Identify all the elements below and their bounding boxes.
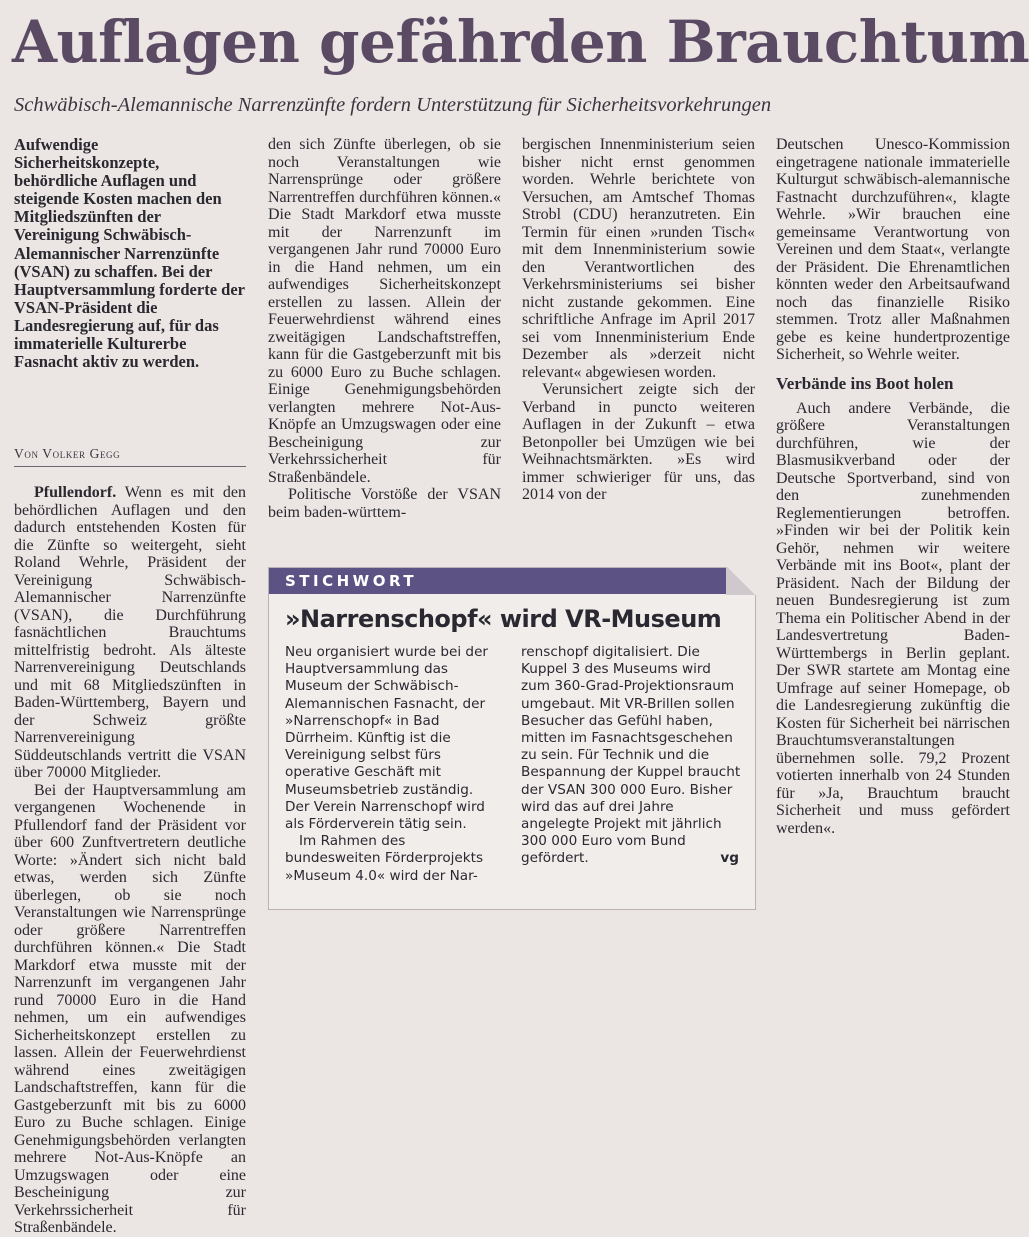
subheadline: Schwäbisch-Alemannische Narrenzünfte fordern Unterstützung für Sicherheitsvorkehrungen	[14, 94, 772, 116]
author-signature: vg	[720, 850, 739, 867]
stichwort-box	[268, 567, 756, 910]
box-paragraph-2-start: Im Rahmen des bundesweiten Förderprojekts »Museum 4.0« wird der Nar-	[285, 833, 484, 884]
byline: Von Volker Gegg	[14, 446, 121, 461]
box-label: STICHWORT	[269, 568, 741, 594]
box-title: »Narrenschopf« wird VR-Museum	[285, 605, 722, 633]
body-paragraph-2-continued: den sich Zünfte überlegen, ob sie noch Veranstaltungen wie Narrensprünge oder größere Narrentreffen durchführen können.« Die Stadt Markdorf etwa musste mit der Narrenzunft im vergangenen Jahr rund 70000 Euro in die Hand nehmen, um ein aufwendiges Sicherheitskonzept erstellen zu lassen. Allein der Feuerwehrdienst während eines zweitägigen Landschaftstreffen, kann für die Gastgeberzunft mit bis zu 6000 Euro zu Buche schlagen. Einige Genehmigungsbehörden verlangten mehrere Not-Aus-Knöpfe an Umzugswagen oder eine Bescheinigung zur Verkehrssicherheit für Straßenbändele.	[268, 136, 501, 486]
body-paragraph-1	[14, 484, 246, 782]
box-paragraph-2-continued: renschopf digitalisiert. Die Kuppel 3 des Museums wird zum 360-Grad-Projektionsraum umgebaut. Mit VR-Brillen sollen Besucher das Gefühl haben, mitten im Fasnachtsgeschehen zu sein. Für Technik und die Bespannung der Kuppel braucht der VSAN 300 000 Euro. Bisher wird das auf drei Jahre angelegte Projekt mit jährlich 300 000 Euro vom Bund gefördert. vg	[521, 644, 741, 867]
body-paragraph-2	[14, 782, 246, 1237]
lead-paragraph	[14, 136, 246, 371]
article-column-1	[14, 484, 246, 1236]
body-text: Auch andere Verbände, die größere Veranstaltungen durchführen, wie der Blasmusikverband oder der Deutsche Sportverband, sind von den zunehmenden Reglementierungen betroffen. »Finden wir bei der Politik kein Gehör, nehmen wir weitere Verbände mit ins Boot«, plant der Präsident. Nach der Bildung der neuen Bundesregierung ist zum Thema ein Politischer Abend in der Landesvertretung Baden-Württembergs in Berlin geplant. Der SWR startete am Montag eine Umfrage auf seiner Homepage, ob die Landesregierung zukünftig die Kosten für Sicherheit bei närrischen Brauchtumsveranstaltungen übernehmen solle. 79,2 Prozent votierten innerhalb von 24 Stunden für »Ja, Brauchtum braucht Sicherheit und muss gefördert werden«.	[776, 399, 1010, 837]
article-column-2	[268, 136, 501, 560]
body-paragraph-4-continued: Deutschen Unesco-Kommission eingetragene nationale immaterielle Kulturgut schwäbisch-alemannische Fastnacht durchzuführen«, klagte Wehrle. »Wir brauchen eine gemeinsame Verantwortung von Vereinen und dem Staat«, verlangte der Präsident. Die Ehrenamtlichen könnten weder den Arbeitsaufwand noch das finanzielle Risiko stemmen. Trotz aller Maßnahmen gebe es keine hundertprozentige Sicherheit, so Wehrle weiter.	[776, 136, 1010, 363]
byline-divider	[14, 466, 246, 467]
body-paragraph-3: Politische Vorstöße der VSAN beim baden-württem-	[268, 486, 501, 521]
box-paragraph-1: Neu organisiert wurde bei der Hauptversammlung das Museum der Schwäbisch-Alemannischen Fasnacht, der »Narrenschopf« in Bad Dürrheim. Künftig ist die Vereinigung selbst fürs operative Geschäft mit Museumsbetrieb zuständig. Der Verein Narrenschopf wird als Förderverein tätig sein.	[285, 644, 489, 833]
body-paragraph-3-continued: bergischen Innenministerium seien bisher nicht ernst genommen worden. Wehrle berichtete von Versuchen, am Amtschef Thomas Strobl (CDU) heranzutreten. Ein Termin für einen »runden Tisch« mit dem Innenministerium sowie den Verantwortlichen des Verkehrsministeriums sei bisher nicht zustande gekommen. Eine schriftliche Anfrage im April 2017 sei vom Innenministerium Ende Dezember als »derzeit nicht relevant« abgewiesen worden.	[522, 136, 755, 381]
lead-text: Aufwendige Sicherheitskonzepte, behördliche Auflagen und steigende Kosten machen den Mitgliedszünften der Vereinigung Schwäbisch-Alemannischer Narrenzünfte (VSAN) zu schaffen. Bei der Hauptversammlung forderte der VSAN-Präsident die Landesregierung auf, für das immaterielle Kulturerbe Fasnacht aktiv zu werden.	[14, 135, 245, 372]
dateline-place: Pfullendorf.	[34, 484, 117, 501]
body-paragraph-5	[776, 400, 1010, 838]
article-column-3	[522, 136, 755, 560]
page-curl-corner	[726, 567, 756, 595]
headline: Auflagen gefährden Brauchtum	[12, 8, 1029, 76]
crosshead: Verbände ins Boot holen	[776, 373, 954, 393]
article-column-4	[776, 136, 1010, 912]
body-paragraph-4: Verunsichert zeigte sich der Verband in puncto weiteren Auflagen in der Zukunft – etwa Betonpoller bei Umzügen wie bei Weihnachtsmärkten. »Es wird immer schwieriger für uns, das 2014 von der	[522, 381, 755, 503]
box-column-1	[285, 644, 499, 885]
body-text: Bei der Hauptversammlung am vergangenen Wochenende in Pfullendorf fand der Präsident vor über 600 Zunftvertretern deutliche Worte: »Ändert sich nicht bald etwas, werden sich Zünfte überlegen, ob sie noch Veranstaltungen wie Narrensprünge oder größere Narrentreffen durchführen können.« Die Stadt Markdorf etwa musste mit der Narrenzunft im vergangenen Jahr rund 70000 Euro in die Hand nehmen, um ein aufwendiges Sicherheitskonzept erstellen zu lassen. Allein der Feuerwehrdienst während eines zweitägigen Landschaftstreffen, kann für die Gastgeberzunft mit bis zu 6000 Euro zu Buche schlagen. Einige Genehmigungsbehörden verlangten mehrere Not-Aus-Knöpfe an Umzugswagen oder eine Bescheinigung zur Verkehrssicherheit für Straßenbändele.	[14, 781, 246, 1236]
body-text: Wenn es mit den behördlichen Auflagen und den dadurch entstehenden Kosten für die Zünfte so weitergeht, sieht Roland Wehrle, Präsident der Vereinigung Schwäbisch-Alemannischer Narrenzünfte (VSAN), die Durchführung fasnächtlichen Brauchtums mittelfristig bedroht. Als älteste Narrenvereinigung Deutschlands und mit 68 Mitgliedszünften in Baden-Württemberg, Bayern und der Schweiz größte Narrenvereinigung Süddeutschlands vertritt die VSAN über 70000 Mitglieder.	[14, 484, 246, 781]
box-column-2	[521, 644, 743, 868]
